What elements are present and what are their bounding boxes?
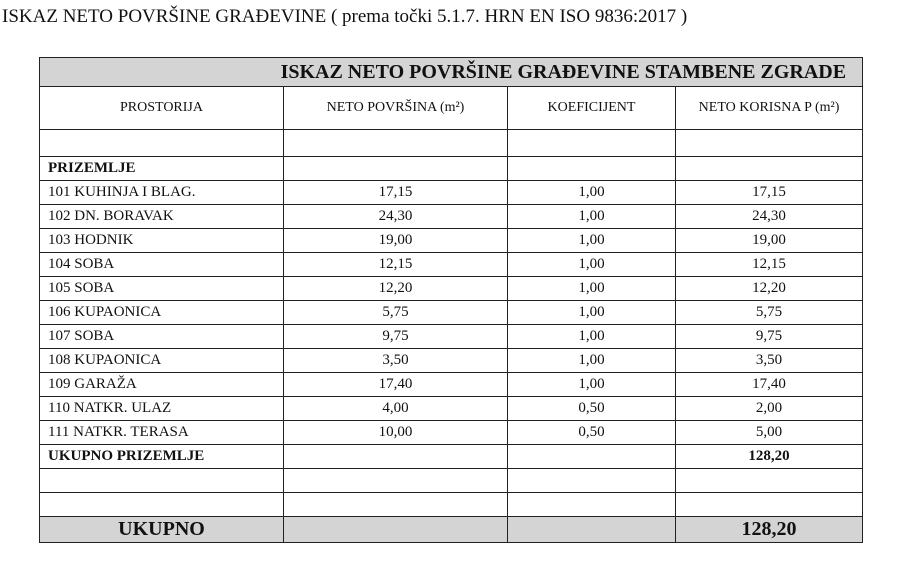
coefficient-cell: 1,00 [508,181,676,205]
coefficient-cell: 1,00 [508,229,676,253]
empty-row [40,130,863,157]
table-row [40,205,863,229]
net-area-cell: 5,75 [284,301,508,325]
net-area-cell: 24,30 [284,205,508,229]
total-row [40,517,863,543]
net-area-cell: 9,75 [284,325,508,349]
table-row [40,373,863,397]
net-area-table [39,57,863,543]
column-header-room: PROSTORIJA [40,87,284,130]
table-row [40,229,863,253]
net-usable-cell: 9,75 [676,325,863,349]
subtotal-label: UKUPNO PRIZEMLJE [40,445,284,469]
room-name-cell: 109 GARAŽA [40,373,284,397]
net-usable-cell: 2,00 [676,397,863,421]
net-usable-cell: 19,00 [676,229,863,253]
column-header-net-area: NETO POVRŠINA (m²) [284,87,508,130]
net-area-cell: 17,40 [284,373,508,397]
room-name-cell: 106 KUPAONICA [40,301,284,325]
column-header-row [40,87,863,130]
net-area-cell: 19,00 [284,229,508,253]
net-area-cell: 12,15 [284,253,508,277]
coefficient-cell: 1,00 [508,349,676,373]
room-name-cell: 111 NATKR. TERASA [40,421,284,445]
room-name-cell: 105 SOBA [40,277,284,301]
coefficient-cell: 1,00 [508,325,676,349]
room-name-cell: 101 KUHINJA I BLAG. [40,181,284,205]
table-row [40,253,863,277]
net-usable-cell: 5,75 [676,301,863,325]
table-banner-row [40,58,863,87]
table-row [40,421,863,445]
total-value: 128,20 [676,517,863,543]
room-name-cell: 103 HODNIK [40,229,284,253]
coefficient-cell: 1,00 [508,373,676,397]
table-row [40,301,863,325]
net-usable-cell: 17,40 [676,373,863,397]
table-row [40,325,863,349]
subtotal-row [40,445,863,469]
section-row [40,157,863,181]
room-name-cell: 108 KUPAONICA [40,349,284,373]
coefficient-cell: 1,00 [508,301,676,325]
table-row [40,397,863,421]
room-name-cell: 104 SOBA [40,253,284,277]
section-label: PRIZEMLJE [40,157,284,181]
coefficient-cell: 0,50 [508,421,676,445]
document-title: ISKAZ NETO POVRŠINE GRAĐEVINE ( prema točki 5.1.7. HRN EN ISO 9836:2017 ) [2,6,688,27]
net-area-cell: 10,00 [284,421,508,445]
empty-row [40,493,863,517]
net-usable-cell: 12,15 [676,253,863,277]
net-area-cell: 3,50 [284,349,508,373]
room-name-cell: 102 DN. BORAVAK [40,205,284,229]
table-row [40,277,863,301]
column-header-coefficient: KOEFICIJENT [508,87,676,130]
column-header-net-usable: NETO KORISNA P (m²) [676,87,863,130]
table-banner: ISKAZ NETO POVRŠINE GRAĐEVINE STAMBENE ZGRADE [40,58,863,87]
empty-row [40,469,863,493]
room-name-cell: 107 SOBA [40,325,284,349]
coefficient-cell: 1,00 [508,253,676,277]
net-usable-cell: 17,15 [676,181,863,205]
coefficient-cell: 0,50 [508,397,676,421]
net-area-cell: 4,00 [284,397,508,421]
table-row [40,349,863,373]
net-area-cell: 17,15 [284,181,508,205]
net-usable-cell: 5,00 [676,421,863,445]
net-area-cell: 12,20 [284,277,508,301]
subtotal-value: 128,20 [676,445,863,469]
room-name-cell: 110 NATKR. ULAZ [40,397,284,421]
net-usable-cell: 3,50 [676,349,863,373]
coefficient-cell: 1,00 [508,205,676,229]
total-label: UKUPNO [40,517,284,543]
net-usable-cell: 12,20 [676,277,863,301]
net-usable-cell: 24,30 [676,205,863,229]
table-row [40,181,863,205]
coefficient-cell: 1,00 [508,277,676,301]
